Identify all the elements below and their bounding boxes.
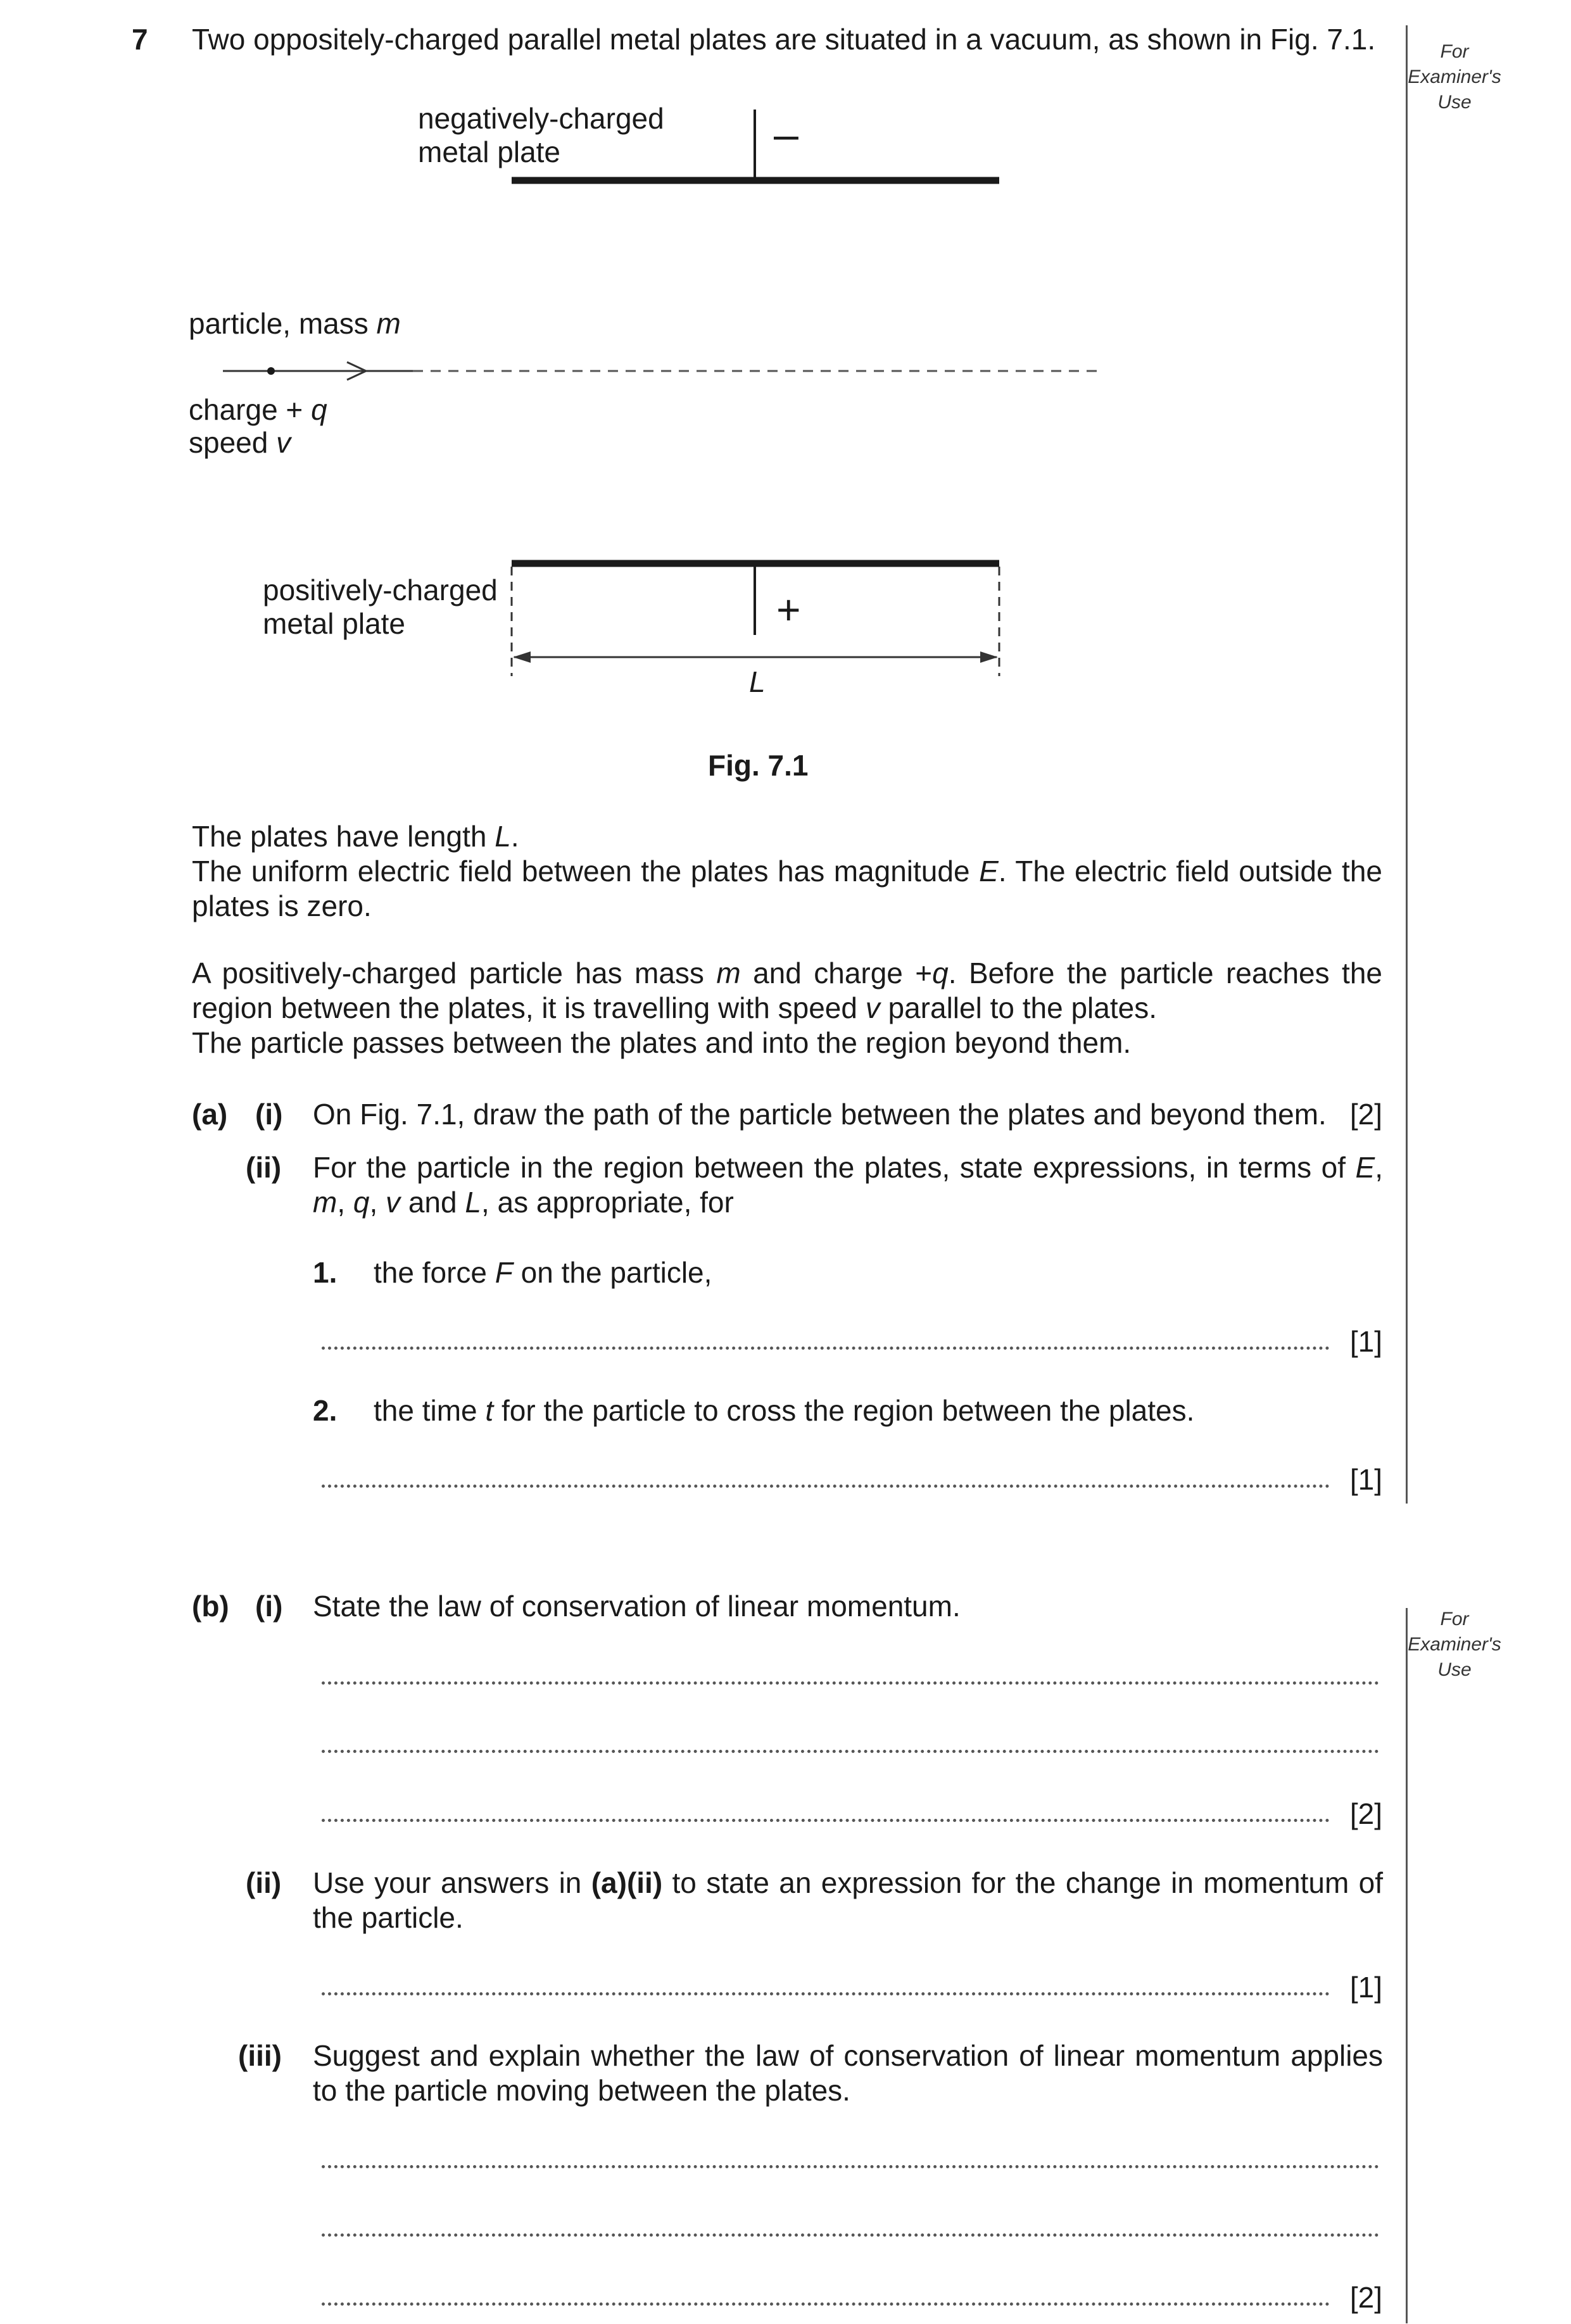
particle-mass-label: particle, mass m bbox=[189, 307, 401, 340]
part-a-i-label: (i) bbox=[255, 1098, 283, 1131]
question-number: 7 bbox=[132, 23, 148, 56]
negative-plate-label-line2: metal plate bbox=[418, 135, 561, 168]
examiner-use-label-top: For Examiner's Use bbox=[1408, 41, 1501, 113]
particle-charge-label: charge + q bbox=[189, 393, 327, 426]
examiner-use-label-bottom: For Examiner's Use bbox=[1408, 1609, 1501, 1680]
paragraph-particle: A positively-charged particle has mass m and charge +q. Before the particle reaches the region between the plates, it is travelling with speed v parallel to the plates. The particle passes between the plates and into the region beyond them. bbox=[192, 957, 1382, 1059]
part-b-i-label: (i) bbox=[255, 1590, 283, 1623]
part-a-ii-text: For the particle in the region between the plates, state expressions, in terms of E, m, q, v and L, as appropriate, for bbox=[313, 1151, 1383, 1219]
part-b-ii-mark: [1] bbox=[1349, 1971, 1382, 2004]
part-b-i-text: State the law of conservation of linear momentum. bbox=[313, 1590, 961, 1623]
answer-line-b-i-1[interactable] bbox=[322, 1681, 1379, 1685]
part-a-ii-item2-number: 2. bbox=[313, 1394, 338, 1427]
answer-line-b-iii-3[interactable] bbox=[322, 2302, 1330, 2306]
part-a-ii-item1-number: 1. bbox=[313, 1256, 338, 1289]
paragraph-plates: The plates have length L. The uniform electric field between the plates has magnitude E. The electric field outside the plates is zero. bbox=[192, 820, 1383, 922]
length-arrow-left bbox=[513, 651, 531, 663]
part-b-ii-label: (ii) bbox=[246, 1866, 282, 1899]
particle-dot bbox=[267, 367, 275, 375]
positive-plate-label-line1: positively-charged bbox=[263, 574, 498, 606]
length-arrow-right bbox=[980, 651, 998, 663]
negative-plate-label-line1: negatively-charged bbox=[418, 102, 664, 135]
part-a-ii-label: (ii) bbox=[246, 1151, 282, 1184]
answer-line-b-iii-1[interactable] bbox=[322, 2165, 1379, 2168]
part-b-iii-label: (iii) bbox=[238, 2039, 282, 2072]
part-b-iii-mark: [2] bbox=[1349, 2281, 1382, 2314]
length-label: L bbox=[749, 665, 766, 698]
negative-sign: – bbox=[774, 110, 798, 159]
answer-line-b-ii[interactable] bbox=[322, 1992, 1330, 1995]
answer-line-b-i-2[interactable] bbox=[322, 1750, 1379, 1753]
part-a-ii-item1-mark: [1] bbox=[1349, 1325, 1382, 1358]
question-intro: Two oppositely-charged parallel metal plates are situated in a vacuum, as shown in Fig. 7.1. bbox=[192, 23, 1376, 56]
part-a-label: (a) bbox=[192, 1098, 228, 1131]
part-b-i-mark: [2] bbox=[1349, 1797, 1382, 1830]
positive-sign: + bbox=[776, 586, 801, 633]
figure-caption: Fig. 7.1 bbox=[708, 749, 809, 782]
part-a-ii-item2-text: the time t for the particle to cross the region between the plates. bbox=[374, 1394, 1195, 1427]
part-b-iii-text: Suggest and explain whether the law of conservation of linear momentum applies to the particle moving between the plates. bbox=[313, 2039, 1383, 2107]
positive-plate-label-line2: metal plate bbox=[263, 607, 406, 640]
answer-line-a-ii-1[interactable] bbox=[322, 1347, 1330, 1350]
answer-line-b-i-3[interactable] bbox=[322, 1819, 1330, 1822]
part-b-ii-text: Use your answers in (a)(ii) to state an expression for the change in momentum of the particle. bbox=[313, 1866, 1384, 1934]
part-a-i-mark: [2] bbox=[1349, 1098, 1382, 1131]
particle-speed-label: speed v bbox=[189, 426, 291, 459]
answer-line-b-iii-2[interactable] bbox=[322, 2233, 1379, 2237]
part-a-ii-item2-mark: [1] bbox=[1349, 1463, 1382, 1496]
answer-line-a-ii-2[interactable] bbox=[322, 1485, 1330, 1488]
part-b-label: (b) bbox=[192, 1590, 229, 1623]
part-a-i-text: On Fig. 7.1, draw the path of the particle between the plates and beyond them. bbox=[313, 1098, 1327, 1131]
part-a-ii-item1-text: the force F on the particle, bbox=[374, 1256, 712, 1289]
examiner-margin-line-bottom bbox=[1406, 1608, 1408, 2323]
